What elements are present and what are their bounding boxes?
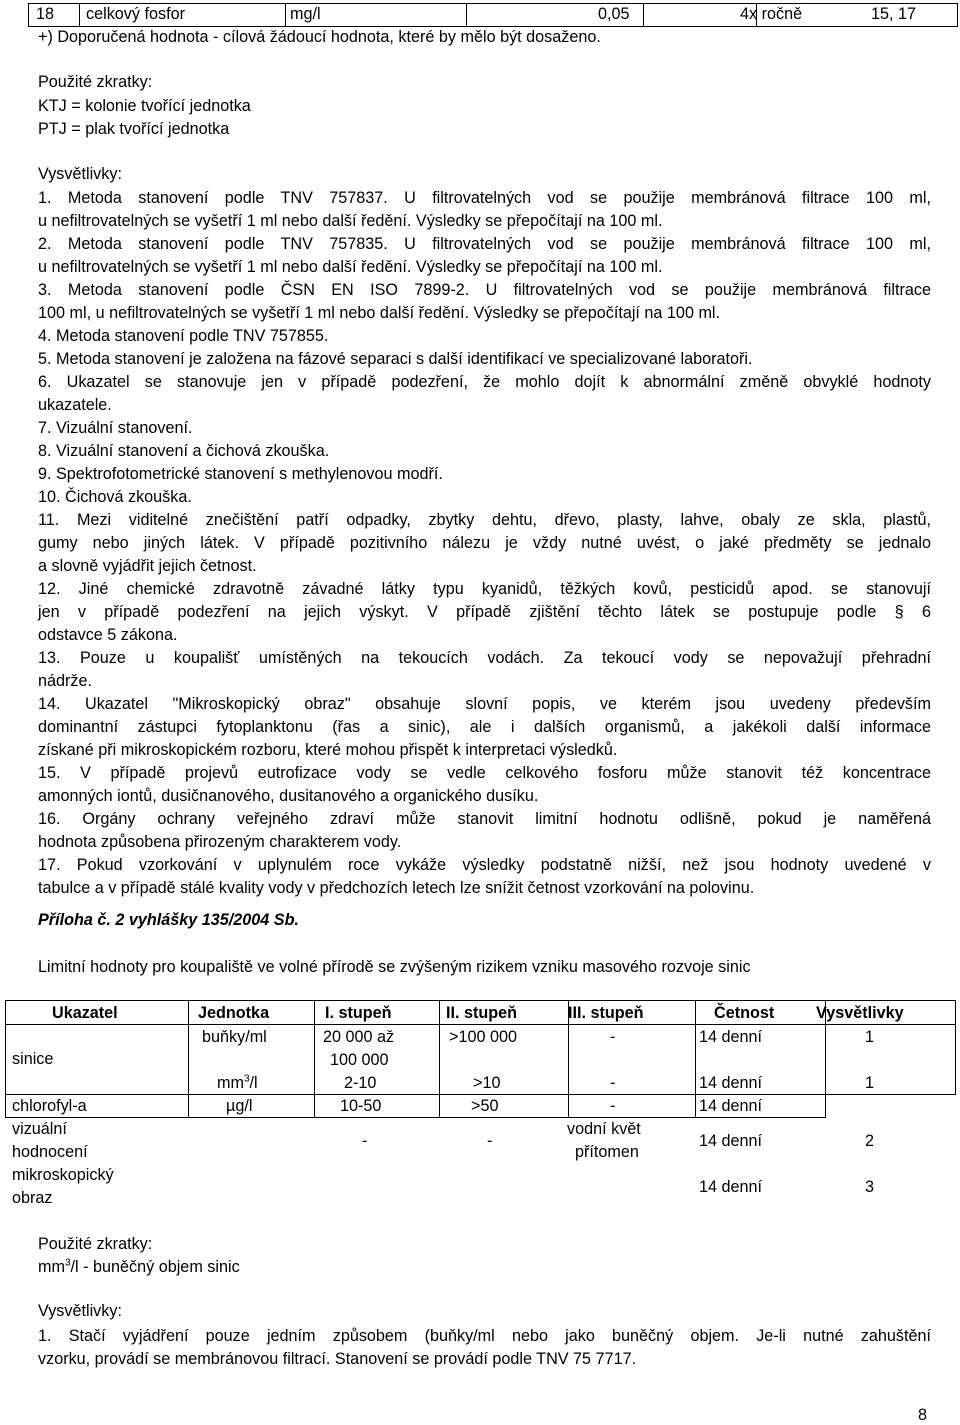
note-line: 14. Ukazatel "Mikroskopický obraz" obsahuje slovní popis, ve kterém jsou uvedeny především bbox=[38, 695, 931, 713]
note-line: 1. Stačí vyjádření pouze jedním způsobem (buňky/ml nebo jako buněčný objem. Je-li nutné zahuštění bbox=[38, 1327, 931, 1345]
note-line: a slovně vyjádřit jejich četnost. bbox=[38, 557, 257, 575]
note-line: dominantní zástupci fytoplanktonu (řas a sinic), ale i dalších organismů, a jakékoli další informace bbox=[38, 718, 931, 736]
note-line: 15. V případě projevů eutrofizace vody se vedle celkového fosforu může stanovit též koncentrace bbox=[38, 764, 931, 782]
row-number: 18 bbox=[36, 5, 55, 23]
note-line: gumy nebo jiných látek. V případě pozitivního nálezu je vždy nutné uvést, o jaké předměty se jednalo bbox=[38, 534, 931, 552]
abbr-line: PTJ = plak tvořící jednotka bbox=[38, 120, 230, 138]
cell-frequency: 14 denní bbox=[699, 1097, 763, 1115]
cell-value: - bbox=[610, 1074, 616, 1092]
col-header: Ukazatel bbox=[52, 1004, 118, 1022]
cell-value: přítomen bbox=[575, 1143, 639, 1161]
parameter-notes: 15, 17 bbox=[871, 5, 917, 23]
parameter-frequency: 4x ročně bbox=[740, 5, 803, 23]
note-line: 12. Jiné chemické zdravotně závadné látky typu kyanidů, těžkých kovů, pesticidů apod. se stanovují bbox=[38, 580, 931, 598]
col-header: Vysvětlivky bbox=[816, 1004, 904, 1022]
note-line: 9. Spektrofotometrické stanovení s methylenovou modří. bbox=[38, 465, 443, 483]
abbr-title: Použité zkratky: bbox=[38, 73, 153, 91]
note-line: jen v případě podezření na jejich výskyt. V případě zjištění těchto látek se postupuje podle § 6 bbox=[38, 603, 931, 621]
annex-title: Příloha č. 2 vyhlášky 135/2004 Sb. bbox=[38, 911, 299, 929]
note-line: 2. Metoda stanovení podle TNV 757835. U filtrovatelných vod se použije membránová filtrace 100 ml, bbox=[38, 235, 931, 253]
cell-indicator: sinice bbox=[12, 1050, 54, 1068]
cell-value: >100 000 bbox=[449, 1028, 517, 1046]
cell-indicator: chlorofyl-a bbox=[12, 1097, 87, 1115]
note-line: 11. Mezi viditelné znečištění patří odpadky, zbytky dehtu, dřevo, plasty, lahve, obaly ze skla, plastů, bbox=[38, 511, 931, 529]
col-header: Jednotka bbox=[198, 1004, 270, 1022]
cell-note: 3 bbox=[865, 1178, 875, 1196]
cell-frequency: 14 denní bbox=[699, 1074, 763, 1092]
cell-value: - bbox=[362, 1132, 368, 1150]
note-line: odstavce 5 zákona. bbox=[38, 626, 178, 644]
explanations-title: Vysvětlivky: bbox=[38, 1302, 122, 1320]
col-header: III. stupeň bbox=[568, 1004, 644, 1022]
col-header: Četnost bbox=[714, 1004, 775, 1022]
cell-indicator: mikroskopický bbox=[12, 1166, 114, 1184]
note-line: u nefiltrovatelných se vyšetří 1 ml nebo další ředění. Výsledky se přepočítají na 100 ml. bbox=[38, 212, 663, 230]
cell-note: 1 bbox=[865, 1074, 875, 1092]
cell-indicator: vizuální bbox=[12, 1120, 67, 1138]
note-line: 10. Čichová zkouška. bbox=[38, 488, 192, 506]
note-line: ukazatele. bbox=[38, 396, 112, 414]
col-header: II. stupeň bbox=[446, 1004, 518, 1022]
cell-unit: µg/l bbox=[226, 1097, 253, 1115]
page-number: 8 bbox=[918, 1406, 928, 1424]
cell-value: - bbox=[610, 1097, 616, 1115]
cell-value: >50 bbox=[471, 1097, 499, 1115]
parameter-name: celkový fosfor bbox=[86, 5, 185, 23]
col-header: I. stupeň bbox=[325, 1004, 392, 1022]
note-line: tabulce a v případě stálé kvality vody v předchozích letech lze snížit četnost vzorkování na polovinu. bbox=[38, 879, 755, 897]
note-line: 3. Metoda stanovení podle ČSN EN ISO 7899-2. U filtrovatelných vod se použije membránová filtrace bbox=[38, 281, 931, 299]
cell-frequency: 14 denní bbox=[699, 1178, 763, 1196]
cell-note: 1 bbox=[865, 1028, 875, 1046]
note-line: vzorku, provádí se membránovou filtrací. Stanovení se provádí podle TNV 75 7717. bbox=[38, 1350, 637, 1368]
cell-unit: $mm^3/l$ bbox=[217, 1073, 258, 1092]
cell-unit: buňky/ml bbox=[202, 1028, 267, 1046]
cell-value: 20 000 až bbox=[323, 1028, 395, 1046]
cell-value: - bbox=[487, 1132, 493, 1150]
parameter-value: 0,05 bbox=[598, 5, 630, 23]
note-line: 8. Vizuální stanovení a čichová zkouška. bbox=[38, 442, 330, 460]
note-line: nádrže. bbox=[38, 672, 92, 690]
annex-subtitle: Limitní hodnoty pro koupaliště ve volné přírodě se zvýšeným rizikem vzniku masového rozvoje sinic bbox=[38, 958, 751, 976]
note-line: 4. Metoda stanovení podle TNV 757855. bbox=[38, 327, 329, 345]
abbr-line: KTJ = kolonie tvořící jednotka bbox=[38, 97, 251, 115]
parameter-unit: mg/l bbox=[290, 5, 321, 23]
cell-indicator: hodnocení bbox=[12, 1143, 88, 1161]
cell-frequency: 14 denní bbox=[699, 1028, 763, 1046]
cell-value: >10 bbox=[473, 1074, 501, 1092]
cell-value: 10-50 bbox=[340, 1097, 382, 1115]
abbr-title: Použité zkratky: bbox=[38, 1235, 153, 1253]
note-line: 7. Vizuální stanovení. bbox=[38, 419, 193, 437]
note-line: hodnota způsobena přirozeným charakterem vody. bbox=[38, 833, 402, 851]
cell-value: 2-10 bbox=[344, 1074, 377, 1092]
cell-value: vodní květ bbox=[567, 1120, 641, 1138]
note-line: 1. Metoda stanovení podle TNV 757837. U filtrovatelných vod se použije membránová filtrace 100 ml, bbox=[38, 189, 931, 207]
note-line: 5. Metoda stanovení je založena na fázové separaci s další identifikací ve specializované laboratoři. bbox=[38, 350, 753, 368]
cell-value: 100 000 bbox=[330, 1051, 389, 1069]
abbr-line: $mm^3/l$ - buněčný objem sinic bbox=[38, 1257, 240, 1276]
note-line: 13. Pouze u koupališť umístěných na tekoucích vodách. Za tekoucí vody se nepovažují přehradní bbox=[38, 649, 931, 667]
cell-frequency: 14 denní bbox=[699, 1132, 763, 1150]
recommend-note: +) Doporučená hodnota - cílová žádoucí hodnota, které by mělo být dosaženo. bbox=[38, 28, 601, 46]
note-line: amonných iontů, dusičnanového, dusitanového a organického dusíku. bbox=[38, 787, 539, 805]
cell-note: 2 bbox=[865, 1132, 875, 1150]
note-line: získané při mikroskopickém rozboru, které mohou přispět k interpretaci výsledků. bbox=[38, 741, 618, 759]
cell-value: - bbox=[610, 1028, 616, 1046]
note-line: 16. Orgány ochrany veřejného zdraví může stanovit limitní hodnotu odlišně, pokud je naměřená bbox=[38, 810, 931, 828]
note-line: 100 ml, u nefiltrovatelných se vyšetří 1 ml nebo další ředění. Výsledky se přepočítají na 100 ml. bbox=[38, 304, 721, 322]
note-line: u nefiltrovatelných se vyšetří 1 ml nebo další ředění. Výsledky se přepočítají na 100 ml. bbox=[38, 258, 663, 276]
explanations-title: Vysvětlivky: bbox=[38, 165, 122, 183]
cell-indicator: obraz bbox=[12, 1189, 53, 1207]
note-line: 6. Ukazatel se stanovuje jen v případě podezření, že mohlo dojít k abnormální změně obvyklé hodnoty bbox=[38, 373, 931, 391]
note-line: 17. Pokud vzorkování v uplynulém roce vykáže výsledky podstatně nižší, než jsou hodnoty uvedené v bbox=[38, 856, 931, 874]
